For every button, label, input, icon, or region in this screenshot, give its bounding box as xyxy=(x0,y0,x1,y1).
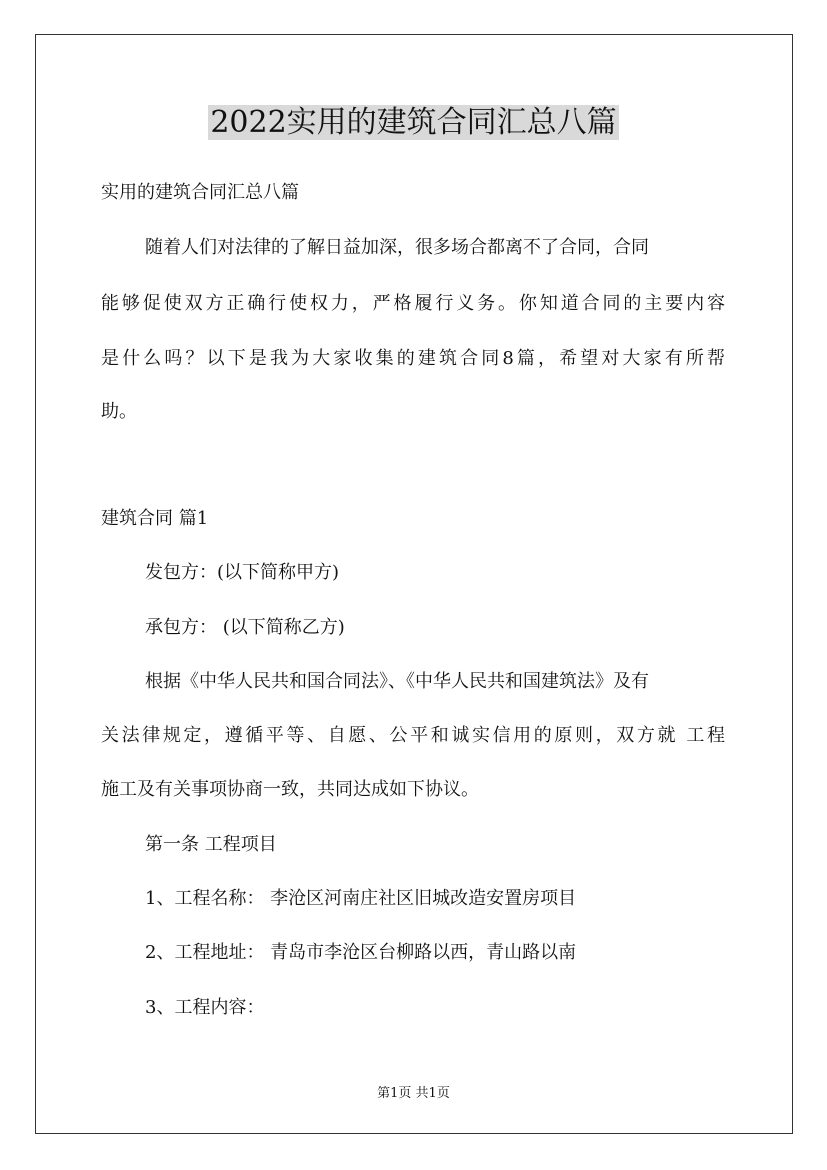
intro-line-3: 是什么吗？以下是我为大家收集的建筑合同8篇，希望对大家有所帮 xyxy=(101,348,725,369)
intro-line-2: 能够促使双方正确行使权力，严格履行义务。你知道合同的主要内容 xyxy=(101,293,725,314)
section-heading: 建筑合同 篇1 xyxy=(101,508,209,529)
item-3: 3、工程内容： xyxy=(145,997,265,1018)
document-title-text: 2022实用的建筑合同汇总八篇 xyxy=(210,105,617,140)
party-a: 发包方：(以下简称甲方) xyxy=(145,562,340,583)
item-2: 2、工程地址： 青岛市李沧区台柳路以西，青山路以南 xyxy=(145,942,577,963)
item-1: 1、工程名称： 李沧区河南庄社区旧城改造安置房项目 xyxy=(145,888,577,909)
subtitle: 实用的建筑合同汇总八篇 xyxy=(101,182,299,203)
intro-line-1: 随着人们对法律的了解日益加深，很多场合都离不了合同，合同 xyxy=(145,237,649,258)
basis-line-2: 关法律规定，遵循平等、自愿、公平和诚实信用的原则，双方就 工程 xyxy=(101,725,725,746)
basis-line-1: 根据《中华人民共和国合同法》、《中华人民共和国建筑法》及有 xyxy=(145,671,649,692)
page-footer xyxy=(0,1085,827,1103)
page-number: 第1页 共1页 xyxy=(377,1086,450,1101)
basis-line-3: 施工及有关事项协商一致，共同达成如下协议。 xyxy=(101,779,479,800)
party-b: 承包方： (以下简称乙方) xyxy=(145,617,345,638)
document-title xyxy=(0,100,827,146)
article-1-heading: 第一条 工程项目 xyxy=(145,834,277,855)
intro-line-4: 助。 xyxy=(101,401,137,422)
